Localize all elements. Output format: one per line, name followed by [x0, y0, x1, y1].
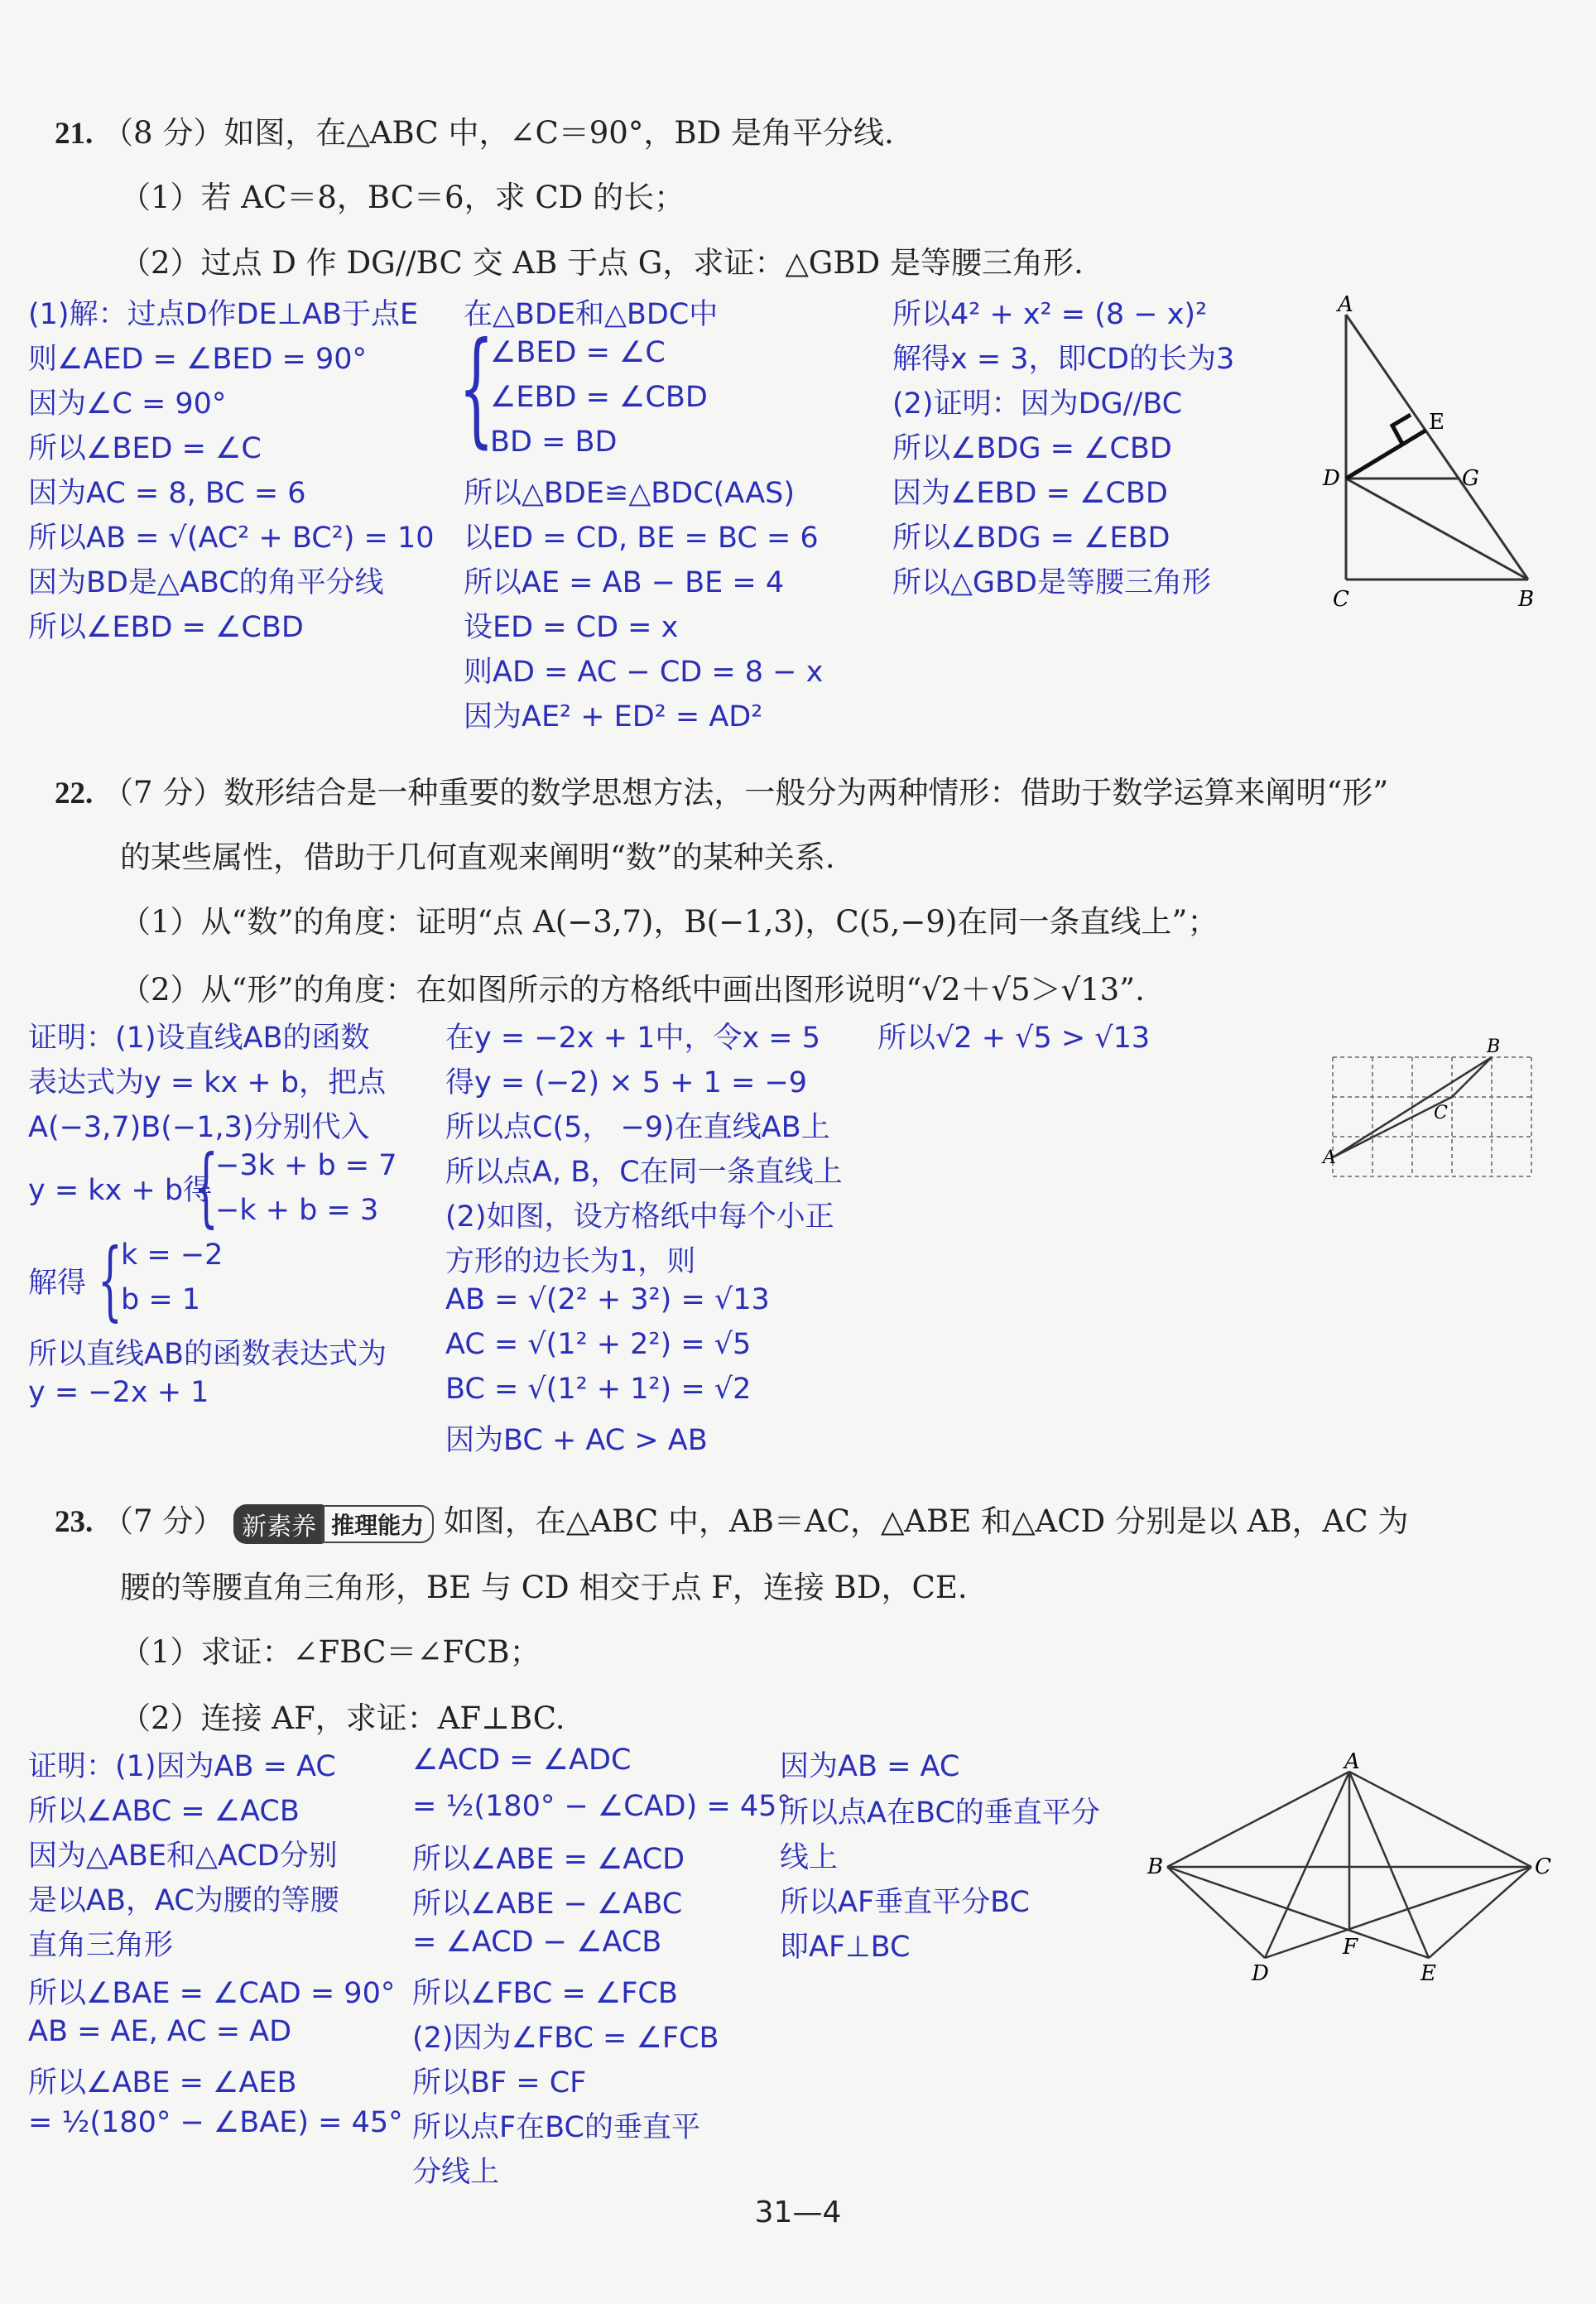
answer-line: 分线上 — [412, 2156, 500, 2189]
q23-stem1: 如图，在△ABC 中，AB＝AC，△ABE 和△ACD 分别是以 AB，AC 为 — [443, 1503, 1409, 1539]
q23-part1: （1）求证：∠FBC＝∠FCB； — [120, 1634, 541, 1670]
answer-line: −3k + b = 7 — [215, 1149, 397, 1182]
answer-line: 所以△GBD是等腰三角形 — [892, 566, 1212, 599]
page-number: 31—4 — [754, 2196, 842, 2229]
label-A: A — [1338, 292, 1353, 317]
label-B: B — [1487, 1037, 1501, 1057]
answer-line: 所以点F在BC的垂直平 — [412, 2111, 700, 2144]
q23-stem2: 腰的等腰直角三角形，BE 与 CD 相交于点 F，连接 BD，CE. — [120, 1570, 968, 1605]
answer-line: 所以4² + x² = (8 − x)² — [892, 298, 1208, 331]
answer-line: (2)如图，设方格纸中每个小正 — [445, 1200, 834, 1234]
answer-line: (2)因为∠FBC = ∠FCB — [412, 2022, 719, 2055]
answer-line: y = kx + b得 — [28, 1174, 213, 1207]
q22-number: 22. — [55, 777, 94, 810]
answer-line: 所以∠BAE = ∠CAD = 90° — [28, 1977, 396, 2010]
answer-line: (1)解：过点D作DE⊥AB于点E — [28, 298, 419, 331]
q23-score: （7 分） — [103, 1503, 224, 1539]
answer-line: ∠ACD = ∠ADC — [412, 1744, 632, 1777]
answer-line: BC = √(1² + 1²) = √2 — [445, 1373, 752, 1406]
label-E: E — [1421, 1961, 1436, 1986]
answer-line: 直角三角形 — [28, 1929, 174, 1962]
answer-line: 所以√2 + √5 > √13 — [877, 1022, 1151, 1055]
label-B: B — [1147, 1854, 1164, 1879]
answer-line: 解得x = 3，即CD的长为3 — [892, 343, 1235, 376]
answer-line: 设ED = CD = x — [464, 611, 679, 644]
q21-number: 21. — [55, 117, 94, 151]
label-G: G — [1462, 466, 1479, 491]
q23-figure — [1142, 1749, 1556, 1987]
answer-line: 所以点A在BC的垂直平分 — [780, 1797, 1100, 1830]
answer-line: AB = √(2² + 3²) = √13 — [445, 1283, 770, 1316]
answer-line: 线上 — [780, 1841, 839, 1874]
label-E: E — [1429, 410, 1445, 435]
answer-line: 所以∠ABE − ∠ABC — [412, 1888, 683, 1921]
answer-line: 因为∠EBD = ∠CBD — [892, 477, 1168, 510]
answer-line: 因为∠C = 90° — [28, 387, 227, 421]
answer-line: 因为AB = AC — [780, 1750, 960, 1783]
q22-stem-line — [55, 767, 1388, 812]
brace-icon: { — [194, 1136, 219, 1237]
answer-line: ∠BED = ∠C — [490, 336, 666, 369]
answer-line: BD = BD — [490, 426, 618, 459]
brace-icon: { — [98, 1229, 123, 1330]
q22-grid-figure — [1324, 1039, 1548, 1205]
answer-line: 证明：(1)设直线AB的函数 — [28, 1022, 370, 1055]
reasoning-badge: 推理能力 — [321, 1505, 434, 1543]
label-D: D — [1323, 466, 1340, 491]
answer-line: ∠EBD = ∠CBD — [490, 381, 708, 414]
answer-line: 所以直线AB的函数表达式为 — [28, 1338, 387, 1371]
q21-stem: （8 分）如图，在△ABC 中，∠C＝90°，BD 是角平分线. — [103, 115, 894, 151]
answer-line: 所以△BDE≌△BDC(AAS) — [464, 477, 796, 510]
answer-line: 所以AB = √(AC² + BC²) = 10 — [28, 522, 435, 555]
label-B: B — [1518, 587, 1535, 612]
answer-line: 所以AE = AB − BE = 4 — [464, 566, 785, 599]
label-A: A — [1344, 1749, 1360, 1774]
answer-line: 以ED = CD, BE = BC = 6 — [464, 522, 819, 555]
answer-line: 所以∠BDG = ∠EBD — [892, 522, 1171, 555]
answer-line: 所以点A, B，C在同一条直线上 — [445, 1156, 843, 1189]
answer-line: = ½(180° − ∠BAE) = 45° — [28, 2106, 403, 2139]
label-C: C — [1535, 1854, 1551, 1879]
q21-figure — [1316, 292, 1556, 613]
answer-line: AC = √(1² + 2²) = √5 — [445, 1328, 752, 1361]
answer-line: 因为BD是△ABC的角平分线 — [28, 566, 384, 599]
answer-line: AB = AE, AC = AD — [28, 2015, 292, 2048]
answer-line: 所以BF = CF — [412, 2066, 587, 2100]
answer-line: 因为AE² + ED² = AD² — [464, 700, 763, 734]
answer-line: 表达式为y = kx + b，把点 — [28, 1066, 387, 1099]
answer-line: 所以∠EBD = ∠CBD — [28, 611, 304, 644]
q21-part1: （1）若 AC＝8，BC＝6，求 CD 的长； — [120, 180, 685, 215]
label-C: C — [1434, 1103, 1448, 1123]
answer-line: 即AF⊥BC — [780, 1931, 911, 1964]
answer-line: = ∠ACD − ∠ACB — [412, 1926, 662, 1959]
answer-line: 所以∠ABE = ∠AEB — [28, 2066, 297, 2100]
answer-line: 则AD = AC − CD = 8 − x — [464, 656, 824, 689]
answer-line: 所以∠BED = ∠C — [28, 432, 262, 465]
answer-line: 则∠AED = ∠BED = 90° — [28, 343, 368, 376]
answer-line: A(−3,7)B(−1,3)分别代入 — [28, 1111, 370, 1144]
answer-line: y = −2x + 1 — [28, 1376, 209, 1409]
label-D: D — [1252, 1961, 1269, 1986]
label-C: C — [1333, 587, 1349, 612]
answer-line: 在y = −2x + 1中，令x = 5 — [445, 1022, 821, 1055]
q23-number: 23. — [55, 1505, 94, 1539]
answer-line: k = −2 — [121, 1239, 224, 1272]
answer-line: 因为BC + AC > AB — [445, 1424, 708, 1457]
answer-line: 因为AC = 8, BC = 6 — [28, 477, 306, 510]
q22-part2: （2）从“形”的角度：在如图所示的方格纸中画出图形说明“√2＋√5＞√13”. — [120, 972, 1145, 1008]
answer-line: 所以点C(5， −9)在直线AB上 — [445, 1111, 830, 1144]
q23-stem-line — [55, 1496, 1408, 1544]
q22-part1: （1）从“数”的角度：证明“点 A(−3,7)，B(−1,3)，C(5,−9)在同一条直线上”； — [120, 904, 1219, 940]
q23-part2: （2）连接 AF，求证：AF⊥BC. — [120, 1700, 565, 1736]
answer-line: (2)证明：因为DG//BC — [892, 387, 1183, 421]
answer-line: 所以AF垂直平分BC — [780, 1886, 1030, 1919]
new-literacy-badge: 新素养 — [233, 1504, 324, 1544]
q21-stem-line — [55, 108, 894, 152]
brace-icon: { — [459, 316, 494, 460]
q21-part2: （2）过点 D 作 DG//BC 交 AB 于点 G，求证：△GBD 是等腰三角形. — [120, 245, 1084, 281]
label-F: F — [1343, 1935, 1358, 1960]
q22-stem2: 的某些属性，借助于几何直观来阐明“数”的某种关系. — [120, 839, 835, 875]
answer-line: 因为△ABE和△ACD分别 — [28, 1840, 338, 1873]
answer-line: 方形的边长为1，则 — [445, 1245, 696, 1278]
answer-line: = ½(180° − ∠CAD) = 45° — [412, 1790, 791, 1823]
answer-line: 所以∠BDG = ∠CBD — [892, 432, 1172, 465]
answer-line: 解得 — [28, 1267, 87, 1300]
answer-line: 所以∠ABC = ∠ACB — [28, 1795, 300, 1828]
answer-line: b = 1 — [121, 1283, 201, 1316]
answer-line: −k + b = 3 — [215, 1194, 379, 1227]
answer-line: 所以∠FBC = ∠FCB — [412, 1977, 678, 2010]
answer-line: 在△BDE和△BDC中 — [464, 298, 719, 331]
label-A: A — [1323, 1147, 1336, 1168]
answer-line: 得y = (−2) × 5 + 1 = −9 — [445, 1066, 808, 1099]
answer-line: 是以AB，AC为腰的等腰 — [28, 1884, 339, 1917]
answer-line: 证明：(1)因为AB = AC — [28, 1750, 336, 1783]
q22-stem1: （7 分）数形结合是一种重要的数学思想方法，一般分为两种情形：借助于数学运算来阐明“形” — [103, 775, 1389, 810]
answer-line: 所以∠ABE = ∠ACD — [412, 1843, 685, 1876]
